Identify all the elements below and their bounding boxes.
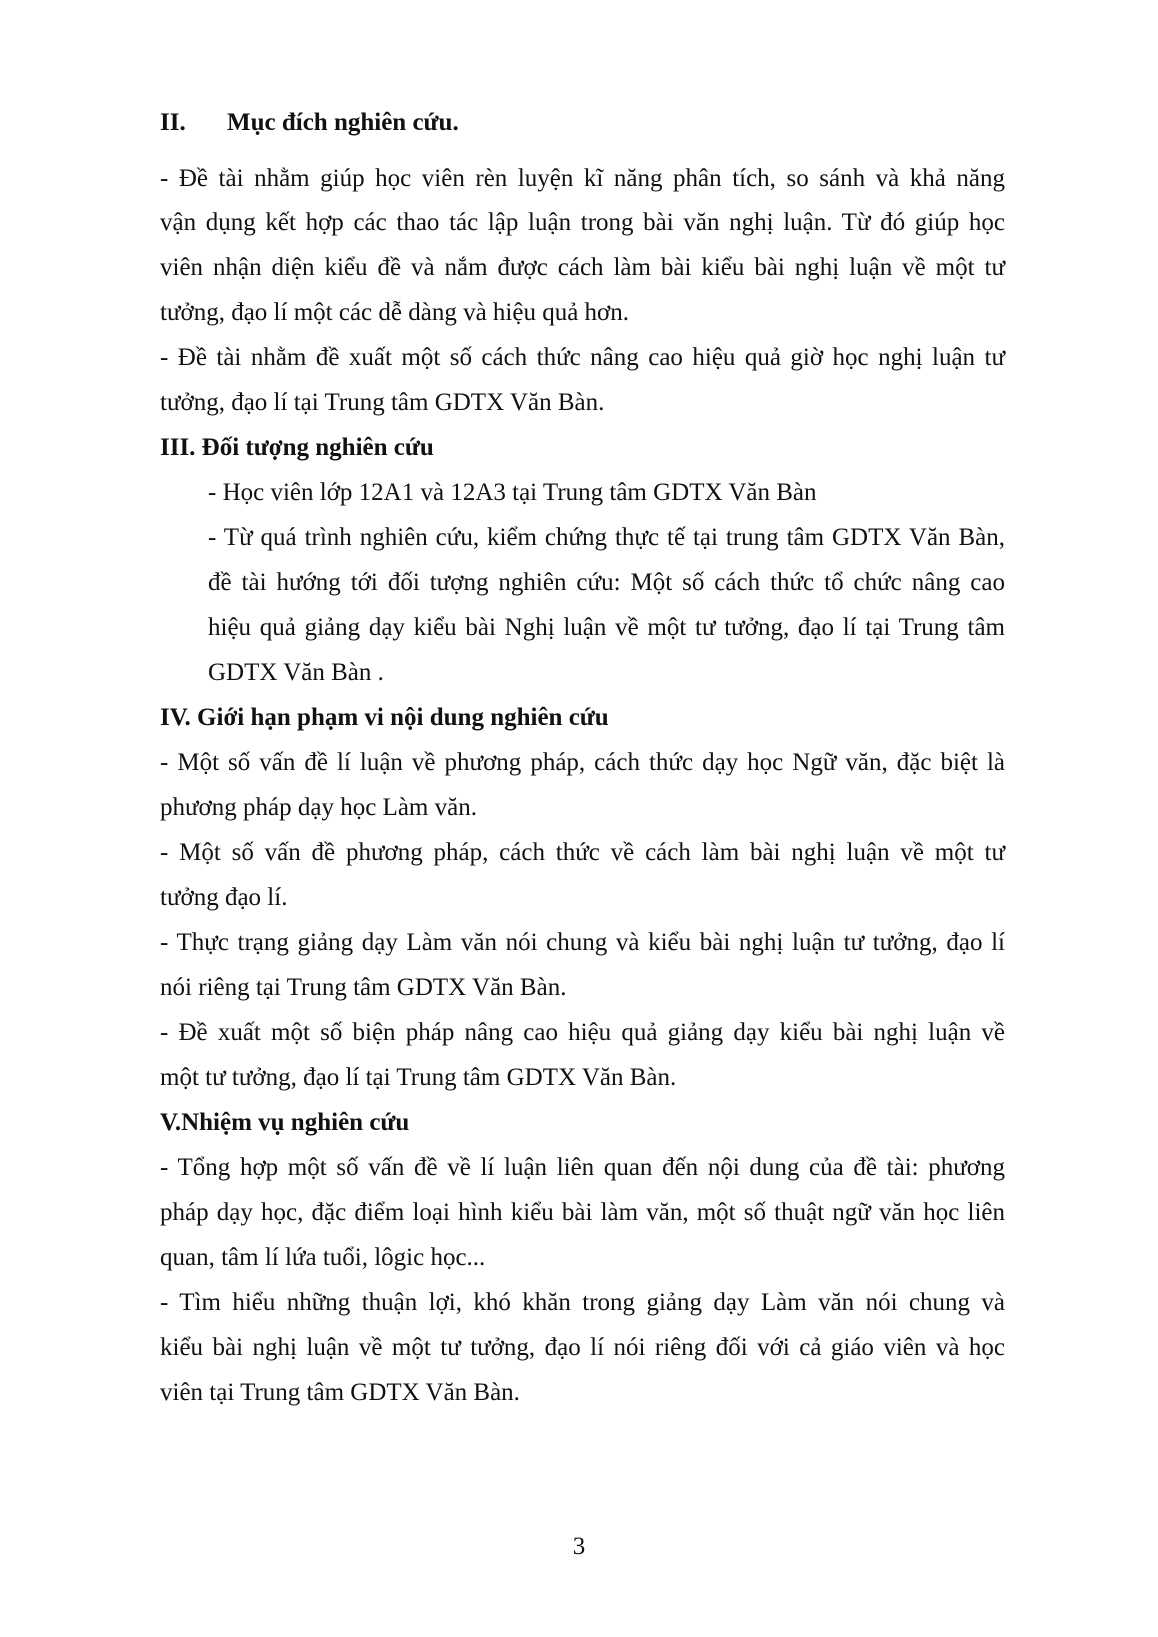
- section-3-line-2: - Từ quá trình nghiên cứu, kiểm chứng thực tế tại trung tâm GDTX Văn Bàn,: [208, 524, 1005, 551]
- section-3-line-4: hiệu quả giảng dạy kiểu bài Nghị luận về một tư tưởng, đạo lí tại Trung tâm: [208, 614, 1005, 641]
- section-4-line-6: nói riêng tại Trung tâm GDTX Văn Bàn.: [160, 974, 567, 1001]
- section-4-heading: IV. Giới hạn phạm vi nội dung nghiên cứu: [160, 704, 609, 731]
- section-5-line-1: - Tổng hợp một số vấn đề về lí luận liên quan đến nội dung của đề tài: phương: [160, 1154, 1005, 1181]
- section-4-line-7: - Đề xuất một số biện pháp nâng cao hiệu quả giảng dạy kiểu bài nghị luận về: [160, 1019, 1005, 1046]
- section-2-line-2: vận dụng kết hợp các thao tác lập luận trong bài văn nghị luận. Từ đó giúp học: [160, 209, 1005, 236]
- section-2-heading: Mục đích nghiên cứu.: [227, 109, 459, 136]
- section-2-line-1: - Đề tài nhằm giúp học viên rèn luyện kĩ năng phân tích, so sánh và khả năng: [160, 165, 1005, 192]
- section-3-line-3: đề tài hướng tới đối tượng nghiên cứu: Một số cách thức tổ chức nâng cao: [208, 569, 1005, 596]
- section-4-line-2: phương pháp dạy học Làm văn.: [160, 794, 477, 821]
- section-5-line-2: pháp dạy học, đặc điểm loại hình kiểu bài làm văn, một số thuật ngữ văn học liên: [160, 1199, 1005, 1226]
- section-5-line-3: quan, tâm lí lứa tuổi, lôgic học...: [160, 1244, 486, 1271]
- section-5-line-5: kiểu bài nghị luận về một tư tưởng, đạo lí nói riêng đối với cả giáo viên và học: [160, 1334, 1005, 1361]
- section-4-line-4: tưởng đạo lí.: [160, 884, 288, 911]
- section-2-line-3: viên nhận diện kiểu đề và nắm được cách làm bài kiểu bài nghị luận về một tư: [160, 254, 1005, 281]
- section-2-line-4: tưởng, đạo lí một các dễ dàng và hiệu quả hơn.: [160, 299, 630, 326]
- section-4-line-3: - Một số vấn đề phương pháp, cách thức về cách làm bài nghị luận về một tư: [160, 839, 1005, 866]
- section-3-line-5: GDTX Văn Bàn .: [208, 659, 384, 686]
- section-4-line-8: một tư tưởng, đạo lí tại Trung tâm GDTX Văn Bàn.: [160, 1064, 677, 1091]
- section-2-line-5: - Đề tài nhằm đề xuất một số cách thức nâng cao hiệu quả giờ học nghị luận tư: [160, 344, 1005, 371]
- section-3-heading: III. Đối tượng nghiên cứu: [160, 434, 434, 461]
- section-2-number: II.: [160, 109, 186, 136]
- page-number: 3: [572, 1533, 586, 1560]
- section-3-line-1: - Học viên lớp 12A1 và 12A3 tại Trung tâm GDTX Văn Bàn: [208, 479, 817, 506]
- section-2-line-6: tưởng, đạo lí tại Trung tâm GDTX Văn Bàn.: [160, 389, 605, 416]
- section-4-line-1: - Một số vấn đề lí luận về phương pháp, cách thức dạy học Ngữ văn, đặc biệt là: [160, 749, 1005, 776]
- section-5-heading: V.Nhiệm vụ nghiên cứu: [160, 1109, 410, 1136]
- section-4-line-5: - Thực trạng giảng dạy Làm văn nói chung và kiểu bài nghị luận tư tưởng, đạo lí: [160, 929, 1005, 956]
- section-5-line-6: viên tại Trung tâm GDTX Văn Bàn.: [160, 1379, 520, 1406]
- section-5-line-4: - Tìm hiểu những thuận lợi, khó khăn trong giảng dạy Làm văn nói chung và: [160, 1289, 1005, 1316]
